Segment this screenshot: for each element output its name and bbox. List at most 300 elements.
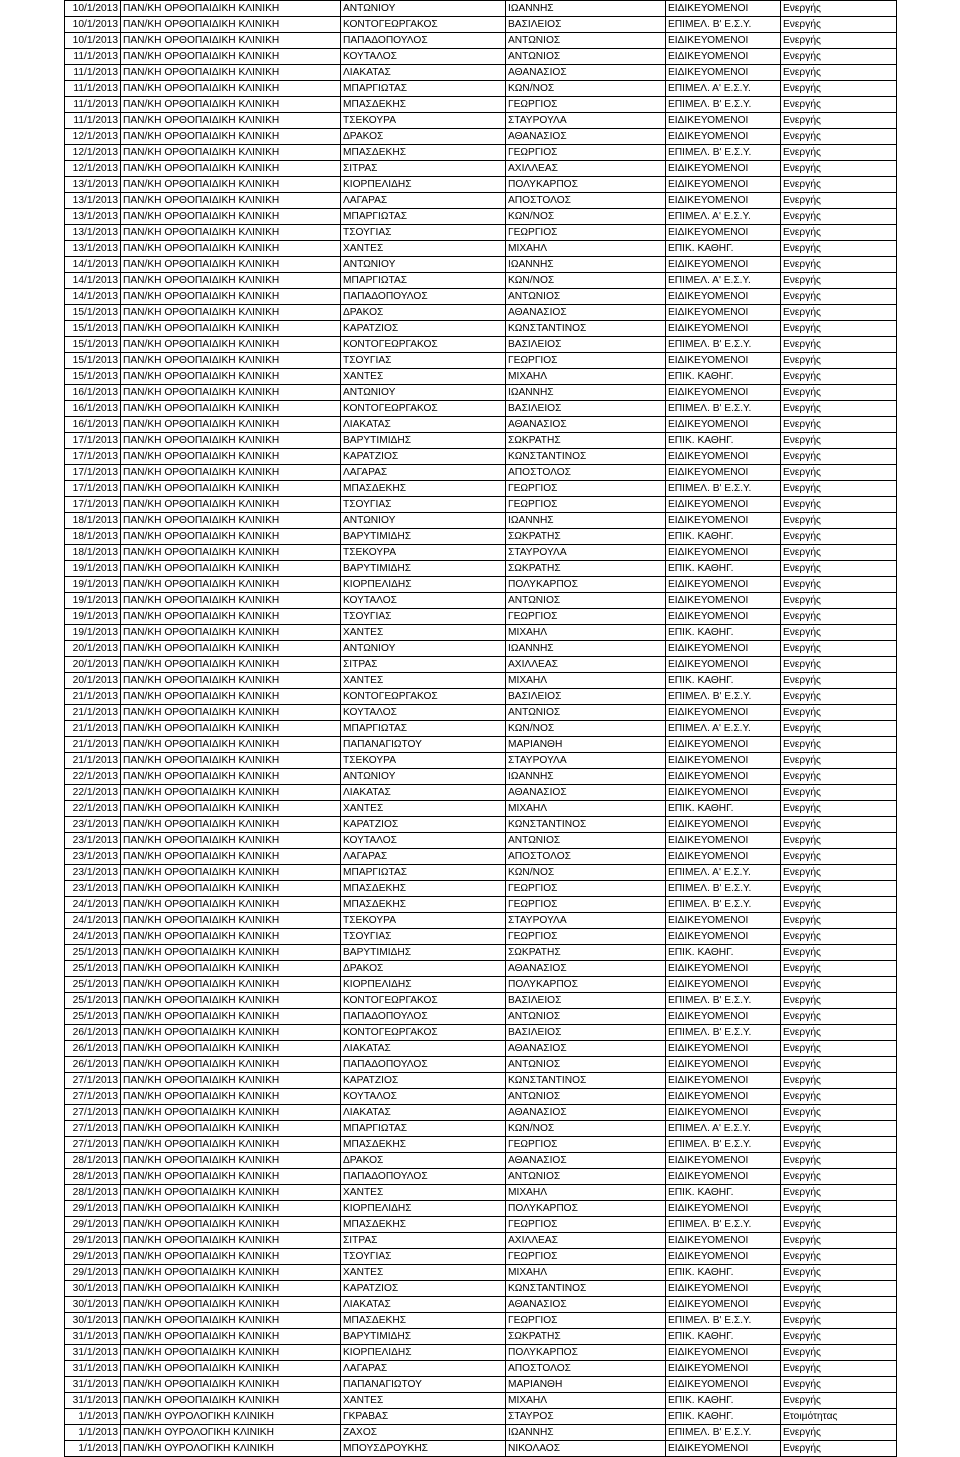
clinic-cell: ΠΑΝ/ΚΗ ΟΡΘΟΠΑΙΔΙΚΗ ΚΛΙΝΙΚΗ: [121, 289, 341, 305]
last-name-cell: ΣΙΤΡΑΣ: [341, 1233, 506, 1249]
table-row: [65, 1233, 897, 1249]
status-cell: Ενεργής: [781, 497, 897, 513]
last-name-cell: ΚΑΡΑΤΖΙΟΣ: [341, 817, 506, 833]
last-name-cell: ΔΡΑΚΟΣ: [341, 129, 506, 145]
date-cell: 25/1/2013: [65, 993, 121, 1009]
first-name-cell: ΑΘΑΝΑΣΙΟΣ: [506, 417, 666, 433]
first-name-cell: ΓΕΩΡΓΙΟΣ: [506, 353, 666, 369]
status-cell: Ενεργής: [781, 1217, 897, 1233]
status-cell: Ενεργής: [781, 977, 897, 993]
table-row: [65, 881, 897, 897]
last-name-cell: ΠΑΠΑΔΟΠΟΥΛΟΣ: [341, 289, 506, 305]
last-name-cell: ΤΣΟΥΓΙΑΣ: [341, 1249, 506, 1265]
first-name-cell: ΣΩΚΡΑΤΗΣ: [506, 561, 666, 577]
last-name-cell: ΛΑΓΑΡΑΣ: [341, 1361, 506, 1377]
status-cell: Ενεργής: [781, 321, 897, 337]
first-name-cell: ΣΤΑΥΡΟΥΛΑ: [506, 545, 666, 561]
date-cell: 17/1/2013: [65, 465, 121, 481]
first-name-cell: ΒΑΣΙΛΕΙΟΣ: [506, 993, 666, 1009]
first-name-cell: ΚΩΝ/ΝΟΣ: [506, 721, 666, 737]
status-cell: Ενεργής: [781, 449, 897, 465]
last-name-cell: ΔΡΑΚΟΣ: [341, 305, 506, 321]
table-row: [65, 49, 897, 65]
specialty-cell: ΕΠΙΚ. ΚΑΘΗΓ.: [666, 433, 781, 449]
specialty-cell: ΕΙΔΙΚΕΥΟΜΕΝΟΙ: [666, 257, 781, 273]
first-name-cell: ΑΠΟΣΤΟΛΟΣ: [506, 1361, 666, 1377]
first-name-cell: ΒΑΣΙΛΕΙΟΣ: [506, 17, 666, 33]
status-cell: Ενεργής: [781, 1233, 897, 1249]
last-name-cell: ΜΠΑΡΓΙΩΤΑΣ: [341, 1121, 506, 1137]
table-row: [65, 33, 897, 49]
specialty-cell: ΕΠΙΜΕΛ. Β' Ε.Σ.Υ.: [666, 481, 781, 497]
last-name-cell: ΚΟΥΤΑΛΟΣ: [341, 49, 506, 65]
first-name-cell: ΑΘΑΝΑΣΙΟΣ: [506, 129, 666, 145]
status-cell: Ενεργής: [781, 1313, 897, 1329]
last-name-cell: ΚΑΡΑΤΖΙΟΣ: [341, 321, 506, 337]
specialty-cell: ΕΙΔΙΚΕΥΟΜΕΝΟΙ: [666, 1153, 781, 1169]
status-cell: Ενεργής: [781, 673, 897, 689]
last-name-cell: ΚΟΝΤΟΓΕΩΡΓΑΚΟΣ: [341, 17, 506, 33]
last-name-cell: ΚΟΥΤΑΛΟΣ: [341, 593, 506, 609]
last-name-cell: ΧΑΝΤΕΣ: [341, 1185, 506, 1201]
date-cell: 17/1/2013: [65, 481, 121, 497]
status-cell: Ενεργής: [781, 97, 897, 113]
first-name-cell: ΜΙΧΑΗΛ: [506, 1265, 666, 1281]
first-name-cell: ΑΝΤΩΝΙΟΣ: [506, 1009, 666, 1025]
status-cell: Ενεργής: [781, 721, 897, 737]
first-name-cell: ΑΠΟΣΤΟΛΟΣ: [506, 849, 666, 865]
specialty-cell: ΕΙΔΙΚΕΥΟΜΕΝΟΙ: [666, 577, 781, 593]
specialty-cell: ΕΙΔΙΚΕΥΟΜΕΝΟΙ: [666, 1297, 781, 1313]
first-name-cell: ΣΤΑΥΡΟΣ: [506, 1409, 666, 1425]
last-name-cell: ΚΟΥΤΑΛΟΣ: [341, 1089, 506, 1105]
first-name-cell: ΙΩΑΝΝΗΣ: [506, 1425, 666, 1441]
specialty-cell: ΕΠΙΜΕΛ. Α' Ε.Σ.Υ.: [666, 865, 781, 881]
last-name-cell: ΜΠΑΣΔΕΚΗΣ: [341, 1217, 506, 1233]
last-name-cell: ΜΠΑΣΔΕΚΗΣ: [341, 145, 506, 161]
table-row: [65, 913, 897, 929]
last-name-cell: ΓΚΡΑΒΑΣ: [341, 1409, 506, 1425]
status-cell: Ενεργής: [781, 305, 897, 321]
specialty-cell: ΕΙΔΙΚΕΥΟΜΕΝΟΙ: [666, 1105, 781, 1121]
last-name-cell: ΚΟΝΤΟΓΕΩΡΓΑΚΟΣ: [341, 401, 506, 417]
last-name-cell: ΖΑΧΟΣ: [341, 1425, 506, 1441]
first-name-cell: ΑΧΙΛΛΕΑΣ: [506, 1233, 666, 1249]
clinic-cell: ΠΑΝ/ΚΗ ΟΡΘΟΠΑΙΔΙΚΗ ΚΛΙΝΙΚΗ: [121, 385, 341, 401]
specialty-cell: ΕΙΔΙΚΕΥΟΜΕΝΟΙ: [666, 1281, 781, 1297]
last-name-cell: ΒΑΡΥΤΙΜΙΔΗΣ: [341, 561, 506, 577]
table-row: [65, 289, 897, 305]
clinic-cell: ΠΑΝ/ΚΗ ΟΡΘΟΠΑΙΔΙΚΗ ΚΛΙΝΙΚΗ: [121, 65, 341, 81]
first-name-cell: ΑΘΑΝΑΣΙΟΣ: [506, 961, 666, 977]
first-name-cell: ΑΝΤΩΝΙΟΣ: [506, 833, 666, 849]
last-name-cell: ΑΝΤΩΝΙΟΥ: [341, 641, 506, 657]
status-cell: Ενεργής: [781, 1121, 897, 1137]
specialty-cell: ΕΠΙΚ. ΚΑΘΗΓ.: [666, 945, 781, 961]
first-name-cell: ΑΧΙΛΛΕΑΣ: [506, 161, 666, 177]
last-name-cell: ΚΑΡΑΤΖΙΟΣ: [341, 449, 506, 465]
specialty-cell: ΕΠΙΜΕΛ. Β' Ε.Σ.Υ.: [666, 17, 781, 33]
first-name-cell: ΑΠΟΣΤΟΛΟΣ: [506, 465, 666, 481]
status-cell: Ενεργής: [781, 289, 897, 305]
first-name-cell: ΑΝΤΩΝΙΟΣ: [506, 1089, 666, 1105]
last-name-cell: ΜΠΑΣΔΕΚΗΣ: [341, 481, 506, 497]
date-cell: 23/1/2013: [65, 817, 121, 833]
date-cell: 22/1/2013: [65, 769, 121, 785]
table-row: [65, 1217, 897, 1233]
specialty-cell: ΕΙΔΙΚΕΥΟΜΕΝΟΙ: [666, 353, 781, 369]
specialty-cell: ΕΙΔΙΚΕΥΟΜΕΝΟΙ: [666, 417, 781, 433]
clinic-cell: ΠΑΝ/ΚΗ ΟΡΘΟΠΑΙΔΙΚΗ ΚΛΙΝΙΚΗ: [121, 993, 341, 1009]
table-row: [65, 625, 897, 641]
status-cell: Ενεργής: [781, 241, 897, 257]
specialty-cell: ΕΙΔΙΚΕΥΟΜΕΝΟΙ: [666, 65, 781, 81]
first-name-cell: ΓΕΩΡΓΙΟΣ: [506, 481, 666, 497]
clinic-cell: ΠΑΝ/ΚΗ ΟΡΘΟΠΑΙΔΙΚΗ ΚΛΙΝΙΚΗ: [121, 593, 341, 609]
clinic-cell: ΠΑΝ/ΚΗ ΟΡΘΟΠΑΙΔΙΚΗ ΚΛΙΝΙΚΗ: [121, 657, 341, 673]
status-cell: Ενεργής: [781, 593, 897, 609]
specialty-cell: ΕΙΔΙΚΕΥΟΜΕΝΟΙ: [666, 753, 781, 769]
specialty-cell: ΕΙΔΙΚΕΥΟΜΕΝΟΙ: [666, 785, 781, 801]
first-name-cell: ΣΤΑΥΡΟΥΛΑ: [506, 913, 666, 929]
last-name-cell: ΠΑΠΑΔΟΠΟΥΛΟΣ: [341, 1169, 506, 1185]
first-name-cell: ΣΤΑΥΡΟΥΛΑ: [506, 753, 666, 769]
date-cell: 28/1/2013: [65, 1169, 121, 1185]
table-row: [65, 1169, 897, 1185]
clinic-cell: ΠΑΝ/ΚΗ ΟΡΘΟΠΑΙΔΙΚΗ ΚΛΙΝΙΚΗ: [121, 609, 341, 625]
last-name-cell: ΠΑΠΑΔΟΠΟΥΛΟΣ: [341, 1057, 506, 1073]
table-row: [65, 577, 897, 593]
first-name-cell: ΓΕΩΡΓΙΟΣ: [506, 929, 666, 945]
status-cell: Ενεργής: [781, 1, 897, 17]
clinic-cell: ΠΑΝ/ΚΗ ΟΡΘΟΠΑΙΔΙΚΗ ΚΛΙΝΙΚΗ: [121, 1361, 341, 1377]
clinic-cell: ΠΑΝ/ΚΗ ΟΡΘΟΠΑΙΔΙΚΗ ΚΛΙΝΙΚΗ: [121, 129, 341, 145]
clinic-cell: ΠΑΝ/ΚΗ ΟΡΘΟΠΑΙΔΙΚΗ ΚΛΙΝΙΚΗ: [121, 1, 341, 17]
clinic-cell: ΠΑΝ/ΚΗ ΟΡΘΟΠΑΙΔΙΚΗ ΚΛΙΝΙΚΗ: [121, 1281, 341, 1297]
specialty-cell: ΕΙΔΙΚΕΥΟΜΕΝΟΙ: [666, 817, 781, 833]
table-row: [65, 449, 897, 465]
last-name-cell: ΚΟΝΤΟΓΕΩΡΓΑΚΟΣ: [341, 1025, 506, 1041]
clinic-cell: ΠΑΝ/ΚΗ ΟΡΘΟΠΑΙΔΙΚΗ ΚΛΙΝΙΚΗ: [121, 1249, 341, 1265]
last-name-cell: ΛΙΑΚΑΤΑΣ: [341, 1105, 506, 1121]
last-name-cell: ΠΑΠΑΝΑΓΙΩΤΟΥ: [341, 737, 506, 753]
clinic-cell: ΠΑΝ/ΚΗ ΟΡΘΟΠΑΙΔΙΚΗ ΚΛΙΝΙΚΗ: [121, 801, 341, 817]
table-row: [65, 1393, 897, 1409]
specialty-cell: ΕΠΙΜΕΛ. Β' Ε.Σ.Υ.: [666, 993, 781, 1009]
last-name-cell: ΑΝΤΩΝΙΟΥ: [341, 769, 506, 785]
table-row: [65, 65, 897, 81]
specialty-cell: ΕΠΙΜΕΛ. Α' Ε.Σ.Υ.: [666, 1121, 781, 1137]
first-name-cell: ΓΕΩΡΓΙΟΣ: [506, 145, 666, 161]
first-name-cell: ΚΩΝΣΤΑΝΤΙΝΟΣ: [506, 449, 666, 465]
clinic-cell: ΠΑΝ/ΚΗ ΟΡΘΟΠΑΙΔΙΚΗ ΚΛΙΝΙΚΗ: [121, 641, 341, 657]
date-cell: 14/1/2013: [65, 289, 121, 305]
last-name-cell: ΑΝΤΩΝΙΟΥ: [341, 257, 506, 273]
date-cell: 11/1/2013: [65, 81, 121, 97]
specialty-cell: ΕΠΙΜΕΛ. Β' Ε.Σ.Υ.: [666, 97, 781, 113]
first-name-cell: ΠΟΛΥΚΑΡΠΟΣ: [506, 977, 666, 993]
date-cell: 10/1/2013: [65, 1, 121, 17]
specialty-cell: ΕΠΙΚ. ΚΑΘΗΓ.: [666, 1185, 781, 1201]
table-row: [65, 113, 897, 129]
first-name-cell: ΑΘΑΝΑΣΙΟΣ: [506, 785, 666, 801]
clinic-cell: ΠΑΝ/ΚΗ ΟΡΘΟΠΑΙΔΙΚΗ ΚΛΙΝΙΚΗ: [121, 241, 341, 257]
table-row: [65, 641, 897, 657]
date-cell: 15/1/2013: [65, 353, 121, 369]
first-name-cell: ΚΩΝ/ΝΟΣ: [506, 81, 666, 97]
date-cell: 28/1/2013: [65, 1185, 121, 1201]
first-name-cell: ΚΩΝ/ΝΟΣ: [506, 273, 666, 289]
table-row: [65, 609, 897, 625]
specialty-cell: ΕΙΔΙΚΕΥΟΜΕΝΟΙ: [666, 737, 781, 753]
last-name-cell: ΜΠΑΡΓΙΩΤΑΣ: [341, 721, 506, 737]
date-cell: 26/1/2013: [65, 1057, 121, 1073]
first-name-cell: ΚΩΝΣΤΑΝΤΙΝΟΣ: [506, 817, 666, 833]
clinic-cell: ΠΑΝ/ΚΗ ΟΡΘΟΠΑΙΔΙΚΗ ΚΛΙΝΙΚΗ: [121, 49, 341, 65]
last-name-cell: ΤΣΟΥΓΙΑΣ: [341, 225, 506, 241]
status-cell: Ενεργής: [781, 689, 897, 705]
status-cell: Ενεργής: [781, 817, 897, 833]
clinic-cell: ΠΑΝ/ΚΗ ΟΡΘΟΠΑΙΔΙΚΗ ΚΛΙΝΙΚΗ: [121, 721, 341, 737]
status-cell: Ενεργής: [781, 1281, 897, 1297]
date-cell: 19/1/2013: [65, 625, 121, 641]
date-cell: 1/1/2013: [65, 1425, 121, 1441]
first-name-cell: ΚΩΝΣΤΑΝΤΙΝΟΣ: [506, 1073, 666, 1089]
status-cell: Ενεργής: [781, 945, 897, 961]
first-name-cell: ΙΩΑΝΝΗΣ: [506, 385, 666, 401]
date-cell: 21/1/2013: [65, 721, 121, 737]
first-name-cell: ΓΕΩΡΓΙΟΣ: [506, 225, 666, 241]
date-cell: 27/1/2013: [65, 1137, 121, 1153]
last-name-cell: ΛΑΓΑΡΑΣ: [341, 193, 506, 209]
first-name-cell: ΜΙΧΑΗΛ: [506, 673, 666, 689]
clinic-cell: ΠΑΝ/ΚΗ ΟΡΘΟΠΑΙΔΙΚΗ ΚΛΙΝΙΚΗ: [121, 785, 341, 801]
specialty-cell: ΕΙΔΙΚΕΥΟΜΕΝΟΙ: [666, 1089, 781, 1105]
last-name-cell: ΧΑΝΤΕΣ: [341, 369, 506, 385]
specialty-cell: ΕΙΔΙΚΕΥΟΜΕΝΟΙ: [666, 513, 781, 529]
specialty-cell: ΕΙΔΙΚΕΥΟΜΕΝΟΙ: [666, 593, 781, 609]
specialty-cell: ΕΠΙΜΕΛ. Β' Ε.Σ.Υ.: [666, 689, 781, 705]
status-cell: Ενεργής: [781, 657, 897, 673]
table-row: [65, 945, 897, 961]
status-cell: Ενεργής: [781, 913, 897, 929]
specialty-cell: ΕΙΔΙΚΕΥΟΜΕΝΟΙ: [666, 1345, 781, 1361]
clinic-cell: ΠΑΝ/ΚΗ ΟΡΘΟΠΑΙΔΙΚΗ ΚΛΙΝΙΚΗ: [121, 321, 341, 337]
date-cell: 18/1/2013: [65, 513, 121, 529]
status-cell: Ενεργής: [781, 417, 897, 433]
table-row: [65, 1041, 897, 1057]
specialty-cell: ΕΙΔΙΚΕΥΟΜΕΝΟΙ: [666, 913, 781, 929]
date-cell: 11/1/2013: [65, 65, 121, 81]
clinic-cell: ΠΑΝ/ΚΗ ΟΡΘΟΠΑΙΔΙΚΗ ΚΛΙΝΙΚΗ: [121, 161, 341, 177]
specialty-cell: ΕΙΔΙΚΕΥΟΜΕΝΟΙ: [666, 1233, 781, 1249]
clinic-cell: ΠΑΝ/ΚΗ ΟΡΘΟΠΑΙΔΙΚΗ ΚΛΙΝΙΚΗ: [121, 881, 341, 897]
specialty-cell: ΕΙΔΙΚΕΥΟΜΕΝΟΙ: [666, 161, 781, 177]
table-row: [65, 465, 897, 481]
status-cell: Ενεργής: [781, 1089, 897, 1105]
status-cell: Ενεργής: [781, 81, 897, 97]
status-cell: Ενεργής: [781, 545, 897, 561]
status-cell: Ενεργής: [781, 625, 897, 641]
table-row: [65, 545, 897, 561]
last-name-cell: ΜΠΑΣΔΕΚΗΣ: [341, 881, 506, 897]
last-name-cell: ΚΑΡΑΤΖΙΟΣ: [341, 1281, 506, 1297]
specialty-cell: ΕΙΔΙΚΕΥΟΜΕΝΟΙ: [666, 1041, 781, 1057]
first-name-cell: ΜΙΧΑΗΛ: [506, 801, 666, 817]
last-name-cell: ΒΑΡΥΤΙΜΙΔΗΣ: [341, 945, 506, 961]
status-cell: Ενεργής: [781, 1441, 897, 1457]
clinic-cell: ΠΑΝ/ΚΗ ΟΡΘΟΠΑΙΔΙΚΗ ΚΛΙΝΙΚΗ: [121, 401, 341, 417]
status-cell: Ενεργής: [781, 961, 897, 977]
clinic-cell: ΠΑΝ/ΚΗ ΟΥΡΟΛΟΓΙΚΗ ΚΛΙΝΙΚΗ: [121, 1425, 341, 1441]
status-cell: Ενεργής: [781, 641, 897, 657]
first-name-cell: ΙΩΑΝΝΗΣ: [506, 513, 666, 529]
status-cell: Ενεργής: [781, 1393, 897, 1409]
first-name-cell: ΜΙΧΑΗΛ: [506, 241, 666, 257]
table-row: [65, 145, 897, 161]
first-name-cell: ΓΕΩΡΓΙΟΣ: [506, 1137, 666, 1153]
first-name-cell: ΣΩΚΡΑΤΗΣ: [506, 1329, 666, 1345]
last-name-cell: ΚΟΝΤΟΓΕΩΡΓΑΚΟΣ: [341, 337, 506, 353]
table-row: [65, 785, 897, 801]
status-cell: Ενεργής: [781, 737, 897, 753]
table-row: [65, 193, 897, 209]
clinic-cell: ΠΑΝ/ΚΗ ΟΡΘΟΠΑΙΔΙΚΗ ΚΛΙΝΙΚΗ: [121, 417, 341, 433]
status-cell: Ενεργής: [781, 529, 897, 545]
status-cell: Ενεργής: [781, 1025, 897, 1041]
clinic-cell: ΠΑΝ/ΚΗ ΟΡΘΟΠΑΙΔΙΚΗ ΚΛΙΝΙΚΗ: [121, 497, 341, 513]
status-cell: Ενεργής: [781, 1361, 897, 1377]
status-cell: Ενεργής: [781, 1377, 897, 1393]
specialty-cell: ΕΙΔΙΚΕΥΟΜΕΝΟΙ: [666, 49, 781, 65]
clinic-cell: ΠΑΝ/ΚΗ ΟΡΘΟΠΑΙΔΙΚΗ ΚΛΙΝΙΚΗ: [121, 1329, 341, 1345]
last-name-cell: ΛΑΓΑΡΑΣ: [341, 849, 506, 865]
table-row: [65, 1201, 897, 1217]
first-name-cell: ΓΕΩΡΓΙΟΣ: [506, 609, 666, 625]
table-row: [65, 97, 897, 113]
specialty-cell: ΕΠΙΜΕΛ. Β' Ε.Σ.Υ.: [666, 897, 781, 913]
status-cell: Ενεργής: [781, 993, 897, 1009]
table-row: [65, 1185, 897, 1201]
last-name-cell: ΤΣΕΚΟΥΡΑ: [341, 753, 506, 769]
table-row: [65, 225, 897, 241]
clinic-cell: ΠΑΝ/ΚΗ ΟΡΘΟΠΑΙΔΙΚΗ ΚΛΙΝΙΚΗ: [121, 577, 341, 593]
specialty-cell: ΕΙΔΙΚΕΥΟΜΕΝΟΙ: [666, 1377, 781, 1393]
status-cell: Ενεργής: [781, 1105, 897, 1121]
table-row: [65, 1073, 897, 1089]
table-row: [65, 1297, 897, 1313]
clinic-cell: ΠΑΝ/ΚΗ ΟΡΘΟΠΑΙΔΙΚΗ ΚΛΙΝΙΚΗ: [121, 113, 341, 129]
last-name-cell: ΑΝΤΩΝΙΟΥ: [341, 1, 506, 17]
date-cell: 31/1/2013: [65, 1329, 121, 1345]
first-name-cell: ΑΝΤΩΝΙΟΣ: [506, 33, 666, 49]
first-name-cell: ΑΘΑΝΑΣΙΟΣ: [506, 1041, 666, 1057]
table-row: [65, 1377, 897, 1393]
table-row: [65, 1137, 897, 1153]
clinic-cell: ΠΑΝ/ΚΗ ΟΡΘΟΠΑΙΔΙΚΗ ΚΛΙΝΙΚΗ: [121, 465, 341, 481]
clinic-cell: ΠΑΝ/ΚΗ ΟΡΘΟΠΑΙΔΙΚΗ ΚΛΙΝΙΚΗ: [121, 961, 341, 977]
last-name-cell: ΧΑΝΤΕΣ: [341, 241, 506, 257]
first-name-cell: ΚΩΝΣΤΑΝΤΙΝΟΣ: [506, 1281, 666, 1297]
clinic-cell: ΠΑΝ/ΚΗ ΟΡΘΟΠΑΙΔΙΚΗ ΚΛΙΝΙΚΗ: [121, 769, 341, 785]
table-row: [65, 865, 897, 881]
date-cell: 17/1/2013: [65, 433, 121, 449]
clinic-cell: ΠΑΝ/ΚΗ ΟΡΘΟΠΑΙΔΙΚΗ ΚΛΙΝΙΚΗ: [121, 1089, 341, 1105]
last-name-cell: ΠΑΠΑΝΑΓΙΩΤΟΥ: [341, 1377, 506, 1393]
date-cell: 23/1/2013: [65, 881, 121, 897]
last-name-cell: ΚΙΟΡΠΕΛΙΔΗΣ: [341, 1201, 506, 1217]
table-row: [65, 321, 897, 337]
clinic-cell: ΠΑΝ/ΚΗ ΟΡΘΟΠΑΙΔΙΚΗ ΚΛΙΝΙΚΗ: [121, 897, 341, 913]
table-row: [65, 961, 897, 977]
first-name-cell: ΙΩΑΝΝΗΣ: [506, 641, 666, 657]
table-row: [65, 849, 897, 865]
date-cell: 24/1/2013: [65, 897, 121, 913]
table-row: [65, 737, 897, 753]
status-cell: Ενεργής: [781, 705, 897, 721]
date-cell: 15/1/2013: [65, 305, 121, 321]
last-name-cell: ΣΙΤΡΑΣ: [341, 161, 506, 177]
table-row: [65, 1425, 897, 1441]
status-cell: Ενεργής: [781, 481, 897, 497]
specialty-cell: ΕΙΔΙΚΕΥΟΜΕΝΟΙ: [666, 705, 781, 721]
first-name-cell: ΑΝΤΩΝΙΟΣ: [506, 49, 666, 65]
date-cell: 13/1/2013: [65, 177, 121, 193]
last-name-cell: ΤΣΕΚΟΥΡΑ: [341, 545, 506, 561]
last-name-cell: ΜΠΑΡΓΙΩΤΑΣ: [341, 273, 506, 289]
status-cell: Ενεργής: [781, 753, 897, 769]
date-cell: 17/1/2013: [65, 449, 121, 465]
table-row: [65, 801, 897, 817]
first-name-cell: ΒΑΣΙΛΕΙΟΣ: [506, 1025, 666, 1041]
table-row: [65, 1345, 897, 1361]
status-cell: Ενεργής: [781, 465, 897, 481]
last-name-cell: ΚΙΟΡΠΕΛΙΔΗΣ: [341, 1345, 506, 1361]
date-cell: 1/1/2013: [65, 1409, 121, 1425]
table-row: [65, 337, 897, 353]
specialty-cell: ΕΠΙΚ. ΚΑΘΗΓ.: [666, 369, 781, 385]
date-cell: 11/1/2013: [65, 49, 121, 65]
status-cell: Ενεργής: [781, 801, 897, 817]
table-row: [65, 1409, 897, 1425]
first-name-cell: ΙΩΑΝΝΗΣ: [506, 769, 666, 785]
date-cell: 28/1/2013: [65, 1153, 121, 1169]
first-name-cell: ΓΕΩΡΓΙΟΣ: [506, 881, 666, 897]
date-cell: 1/1/2013: [65, 1441, 121, 1457]
clinic-cell: ΠΑΝ/ΚΗ ΟΥΡΟΛΟΓΙΚΗ ΚΛΙΝΙΚΗ: [121, 1409, 341, 1425]
specialty-cell: ΕΙΔΙΚΕΥΟΜΕΝΟΙ: [666, 1441, 781, 1457]
status-cell: Ενεργής: [781, 929, 897, 945]
last-name-cell: ΚΙΟΡΠΕΛΙΔΗΣ: [341, 177, 506, 193]
status-cell: Ενεργής: [781, 561, 897, 577]
clinic-cell: ΠΑΝ/ΚΗ ΟΡΘΟΠΑΙΔΙΚΗ ΚΛΙΝΙΚΗ: [121, 545, 341, 561]
clinic-cell: ΠΑΝ/ΚΗ ΟΡΘΟΠΑΙΔΙΚΗ ΚΛΙΝΙΚΗ: [121, 625, 341, 641]
last-name-cell: ΧΑΝΤΕΣ: [341, 801, 506, 817]
clinic-cell: ΠΑΝ/ΚΗ ΟΡΘΟΠΑΙΔΙΚΗ ΚΛΙΝΙΚΗ: [121, 145, 341, 161]
clinic-cell: ΠΑΝ/ΚΗ ΟΡΘΟΠΑΙΔΙΚΗ ΚΛΙΝΙΚΗ: [121, 753, 341, 769]
first-name-cell: ΓΕΩΡΓΙΟΣ: [506, 897, 666, 913]
last-name-cell: ΣΙΤΡΑΣ: [341, 657, 506, 673]
last-name-cell: ΜΠΑΣΔΕΚΗΣ: [341, 1313, 506, 1329]
last-name-cell: ΛΙΑΚΑΤΑΣ: [341, 417, 506, 433]
specialty-cell: ΕΙΔΙΚΕΥΟΜΕΝΟΙ: [666, 977, 781, 993]
clinic-cell: ΠΑΝ/ΚΗ ΟΡΘΟΠΑΙΔΙΚΗ ΚΛΙΝΙΚΗ: [121, 1265, 341, 1281]
specialty-cell: ΕΠΙΚ. ΚΑΘΗΓ.: [666, 1393, 781, 1409]
date-cell: 26/1/2013: [65, 1041, 121, 1057]
first-name-cell: ΑΝΤΩΝΙΟΣ: [506, 1057, 666, 1073]
specialty-cell: ΕΠΙΚ. ΚΑΘΗΓ.: [666, 1329, 781, 1345]
status-cell: Ενεργής: [781, 1057, 897, 1073]
